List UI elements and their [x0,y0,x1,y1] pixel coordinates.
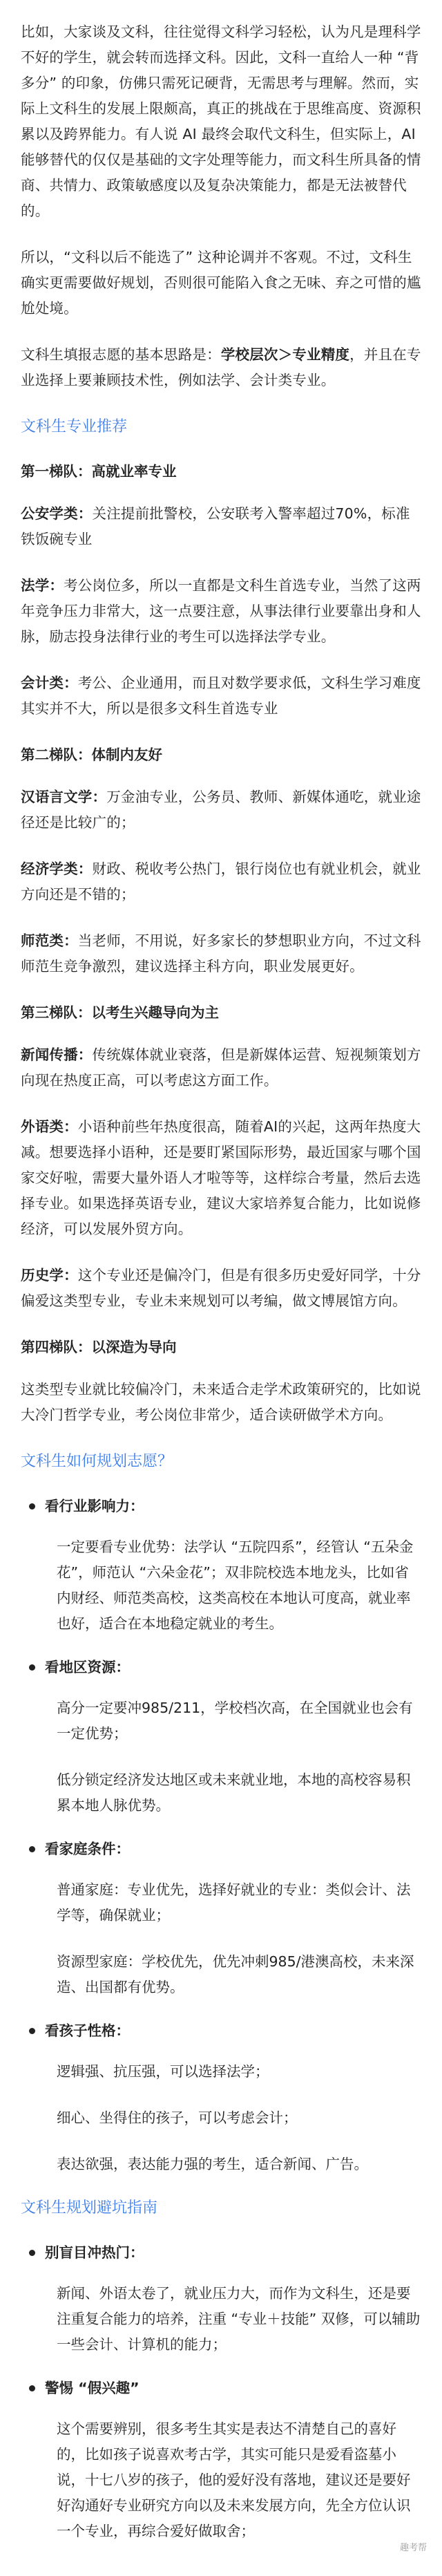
major-lishi-label: 历史学： [21,1267,78,1284]
intro-paragraph-2: 所以，“文科以后不能选了” 这种论调并不客观。不过，文科生确实更需要做好规划，否则很可能陷入食之无味、弃之可惜的尴尬处境。 [21,249,421,317]
bullet-personality-label: 看孩子性格： [45,2022,130,2039]
intro-p3-text-a: 文科生填报志愿的基本思路是： [21,346,221,363]
bullet-dot-icon [29,1664,35,1671]
major-xinwen [21,1042,421,1093]
major-lishi-text: 这个专业还是偏冷门，但是有很多历史爱好同学，十分偏爱这类型专业，专业未来规划可以考编，做文博展馆方向。 [21,1267,421,1309]
bullet-personality-text-3: 表达欲强，表达能力强的考生，适合新闻、广告。 [57,2156,368,2172]
section-title-planning: 文科生如何规划志愿？ [21,1453,173,1470]
bullet-fake-interest [29,2376,421,2401]
bullet-dot-icon [29,2385,35,2391]
bullet-region-text-2: 低分锁定经济发达地区或未来就业地，本地的高校容易积累本地人脉优势。 [57,1771,411,1814]
bullet-hot-majors-text: 新闻、外语太卷了，就业压力大，而作为文科生，还是要注重复合能力的培养，注重 “专业＋技能” 双修，可以辅助一些会计、计算机的能力； [57,2285,421,2353]
major-xinwen-label: 新闻传播： [21,1046,93,1063]
major-waiyu-label: 外语类： [21,1118,78,1135]
major-gongan-text: 关注提前批警校，公安联考入警率超过70%，标准铁饭碗专业 [21,505,410,547]
major-shifan-text: 当老师，不用说，好多家长的梦想职业方向，不过文科师范生竞争激烈，建议选择主科方向，职业发展更好。 [21,932,421,975]
bullet-family-label: 看家庭条件： [45,1841,130,1857]
tier-4-text: 这类型专业就比较偏冷门，未来适合走学术政策研究的，比如说大冷门哲学专业，考公岗位非常少，适合读研做学术方向。 [21,1381,421,1423]
bullet-hot-majors-label: 别盲目冲热门： [45,2244,144,2261]
major-shifan [21,928,421,979]
bullet-region-text-1: 高分一定要冲985/211，学校档次高，在全国就业也会有一定优势； [57,1700,413,1742]
bullet-dot-icon [29,2250,35,2256]
major-waiyu-text: 小语种前些年热度很高，随着AI的兴起，这两年热度大减。想要选择小语种，还是要盯紧国际形势，最近国家与哪个国家交好啦，需要大量外语人才啦等等，这样综合考量，然后去选择专业。如果选择英语专业，建议大家培养复合能力，比如说修经济，可以发展外贸方向。 [21,1118,421,1237]
major-kuaiji [21,670,421,722]
bullet-industry-label: 看行业影响力： [45,1498,144,1514]
major-waiyu [21,1114,421,1242]
bullet-hot-majors [29,2240,421,2266]
major-gongan [21,501,421,552]
bullet-dot-icon [29,1503,35,1510]
bullet-industry-text: 一定要看专业优势：法学认 “五院四系”，经管认 “五朵金花”，师范认 “六朵金花”；双非院校选本地龙头，比如省内财经、师范类高校，这类高校在本地认可度高，就业率也好，适合在本地稳定就业的考生。 [57,1539,414,1632]
major-gongan-label: 公安学类： [21,505,93,522]
major-faxue-label: 法学： [21,577,64,594]
bullet-personality-text-1: 逻辑强、抗压强，可以选择法学； [57,2063,269,2080]
bullet-fake-interest-text: 这个需要辨别，很多考生其实是表达不清楚自己的喜好的，比如孩子说喜欢考古学，其实可能只是爱看盗墓小说，十七八岁的孩子，他的爱好没有落地，建议还是要好好沟通好专业研究方向以及未来发展方向，先全方位认识一个专业，再综合爱好做取舍； [57,2420,411,2539]
major-hanyu-text: 万金油专业，公务员、教师、新媒体通吃，就业途径还是比较广的； [21,789,421,831]
major-lishi [21,1263,421,1314]
bullet-personality-text-2: 细心、坐得住的孩子，可以考虑会计； [57,2109,298,2126]
section-title-pitfalls: 文科生规划避坑指南 [21,2199,158,2217]
major-faxue-text: 考公岗位多，所以一直都是文科生首选专业，当然了这两年竞争压力非常大，这一点要注意，从事法律行业要靠出身和人脉，励志投身法律行业的考生可以选择法学专业。 [21,577,421,645]
tier-2-heading: 第二梯队：体制内友好 [21,746,162,763]
bullet-region-label: 看地区资源： [45,1659,130,1675]
tier-4-heading: 第四梯队：以深造为导向 [21,1339,177,1355]
intro-paragraph-3 [21,342,421,393]
major-hanyu-label: 汉语言文学： [21,789,107,805]
tier-3-heading: 第三梯队：以考生兴趣导向为主 [21,1004,219,1021]
major-jingji [21,856,421,908]
bullet-personality [29,2018,421,2044]
intro-p3-text-b: ，并且在专业选择上要兼顾技术性，例如法学、会计类专业。 [21,346,421,388]
major-kuaiji-label: 会计类： [21,675,78,691]
bullet-region [29,1655,421,1680]
bullet-family [29,1836,421,1862]
tier-1-heading: 第一梯队：高就业率专业 [21,463,177,480]
bullet-family-text-1: 普通家庭：专业优先，选择好就业的专业：类似会计、法学等，确保就业； [57,1881,411,1924]
bullet-family-text-2: 资源型家庭：学校优先，优先冲刺985/港澳高校，未来深造、出国都有优势。 [57,1953,414,1995]
major-hanyu [21,784,421,836]
bullet-industry [29,1494,421,1519]
bullet-dot-icon [29,2028,35,2034]
intro-paragraph-1: 比如，大家谈及文科，往往觉得文科学习轻松，认为凡是理科学不好的学生，就会转而选择文科。因此，文科一直给人一种 “背多分” 的印象，仿佛只需死记硬背，无需思考与理解。然而，实际上文科生的发展上限颇高，真正的挑战在于思维高度、资源积累以及跨界能力。有人说 AI 最终会取代文科生，但实际上，AI 能够替代的仅仅是基础的文字处理等能力，而文科生所具备的情商、共情力、政策敏感度以及复杂决策能力，都是无法被替代的。 [21,23,421,219]
major-kuaiji-text: 考公、企业通用，而且对数学要求低，文科生学习难度其实并不大，所以是很多文科生首选专业 [21,675,421,717]
bullet-dot-icon [29,1846,35,1852]
major-shifan-label: 师范类： [21,932,78,949]
major-jingji-text: 财政、税收考公热门，银行岗位也有就业机会，就业方向还是不错的； [21,861,421,903]
major-xinwen-text: 传统媒体就业衰落，但是新媒体运营、短视频策划方向现在热度正高，可以考虑这方面工作。 [21,1046,421,1089]
watermark: 趣考帮 [399,2543,427,2553]
major-faxue [21,573,421,650]
intro-p3-bold: 学校层次＞专业精度 [220,346,350,363]
major-jingji-label: 经济学类： [21,861,93,877]
section-title-recommend: 文科生专业推荐 [21,418,128,435]
bullet-fake-interest-label: 警惕 “假兴趣” [45,2380,140,2396]
